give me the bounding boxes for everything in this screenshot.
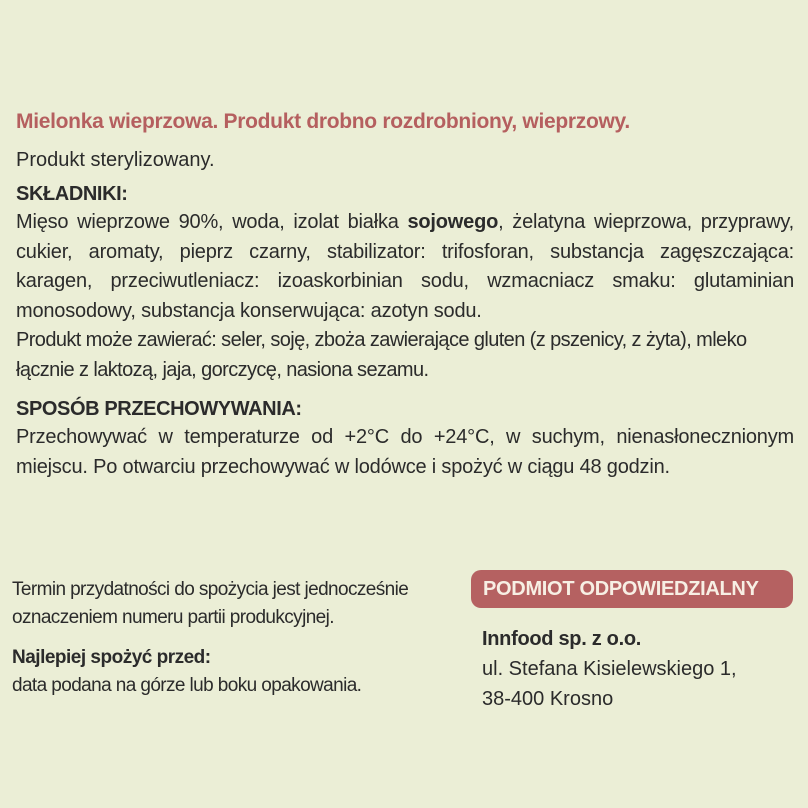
ingredients-heading: SKŁADNIKI: [16,183,128,205]
ingredients-text [16,208,794,326]
may-contain-text: Produkt może zawierać: seler, soję, zboża zawierające gluten (z pszenicy, z żyta), mleko łącznie z laktozą, jaja, gorczycę, nasiona sezamu. [16,329,747,381]
allergen-soy: sojowego [407,211,499,233]
product-title: Mielonka wieprzowa. Produkt drobno rozdrobniony, wieprzowy. [16,110,630,133]
expiry-section [12,576,457,700]
storage-heading: SPOSÓB PRZECHOWYWANIA: [16,398,302,420]
best-before-heading: Najlepiej spożyć przed: [12,647,211,668]
company-name: Innfood sp. z o.o. [482,628,642,650]
company-city: 38-400 Krosno [482,688,614,710]
storage-text: Przechowywać w temperaturze od +2°C do +24°C, w suchym, nienasłonecznionym miejscu. Po otwarciu przechowywać w lodówce i spożyć w ciągu 48 godzin. [16,426,794,478]
expiry-note: Termin przydatności do spożycia jest jednocześnie oznaczeniem numeru partii produkcyjnej. [12,579,409,628]
company-street: ul. Stefana Kisielewskiego 1, [482,658,737,680]
ingredients-part2: , żelatyna wieprzowa, przyprawy, cukier, aromaty, pieprz czarny, stabilizator: trifosforan, substancja zagęszczająca: karagen, przeciwutleniacz: izoaskorbinian sodu, wzmacniacz smaku: glutaminian monosodowy, substancja konserwująca: azotyn sodu. [16,211,794,322]
ingredients-part1: Mięso wieprzowe 90%, woda, izolat białka [16,211,408,233]
best-before-text: data podana na górze lub boku opakowania. [12,675,362,696]
responsible-entity-section [471,570,793,714]
product-subtitle: Produkt sterylizowany. [16,149,215,171]
responsible-heading: PODMIOT ODPOWIEDZIALNY [471,570,793,608]
product-label-main [16,108,794,482]
